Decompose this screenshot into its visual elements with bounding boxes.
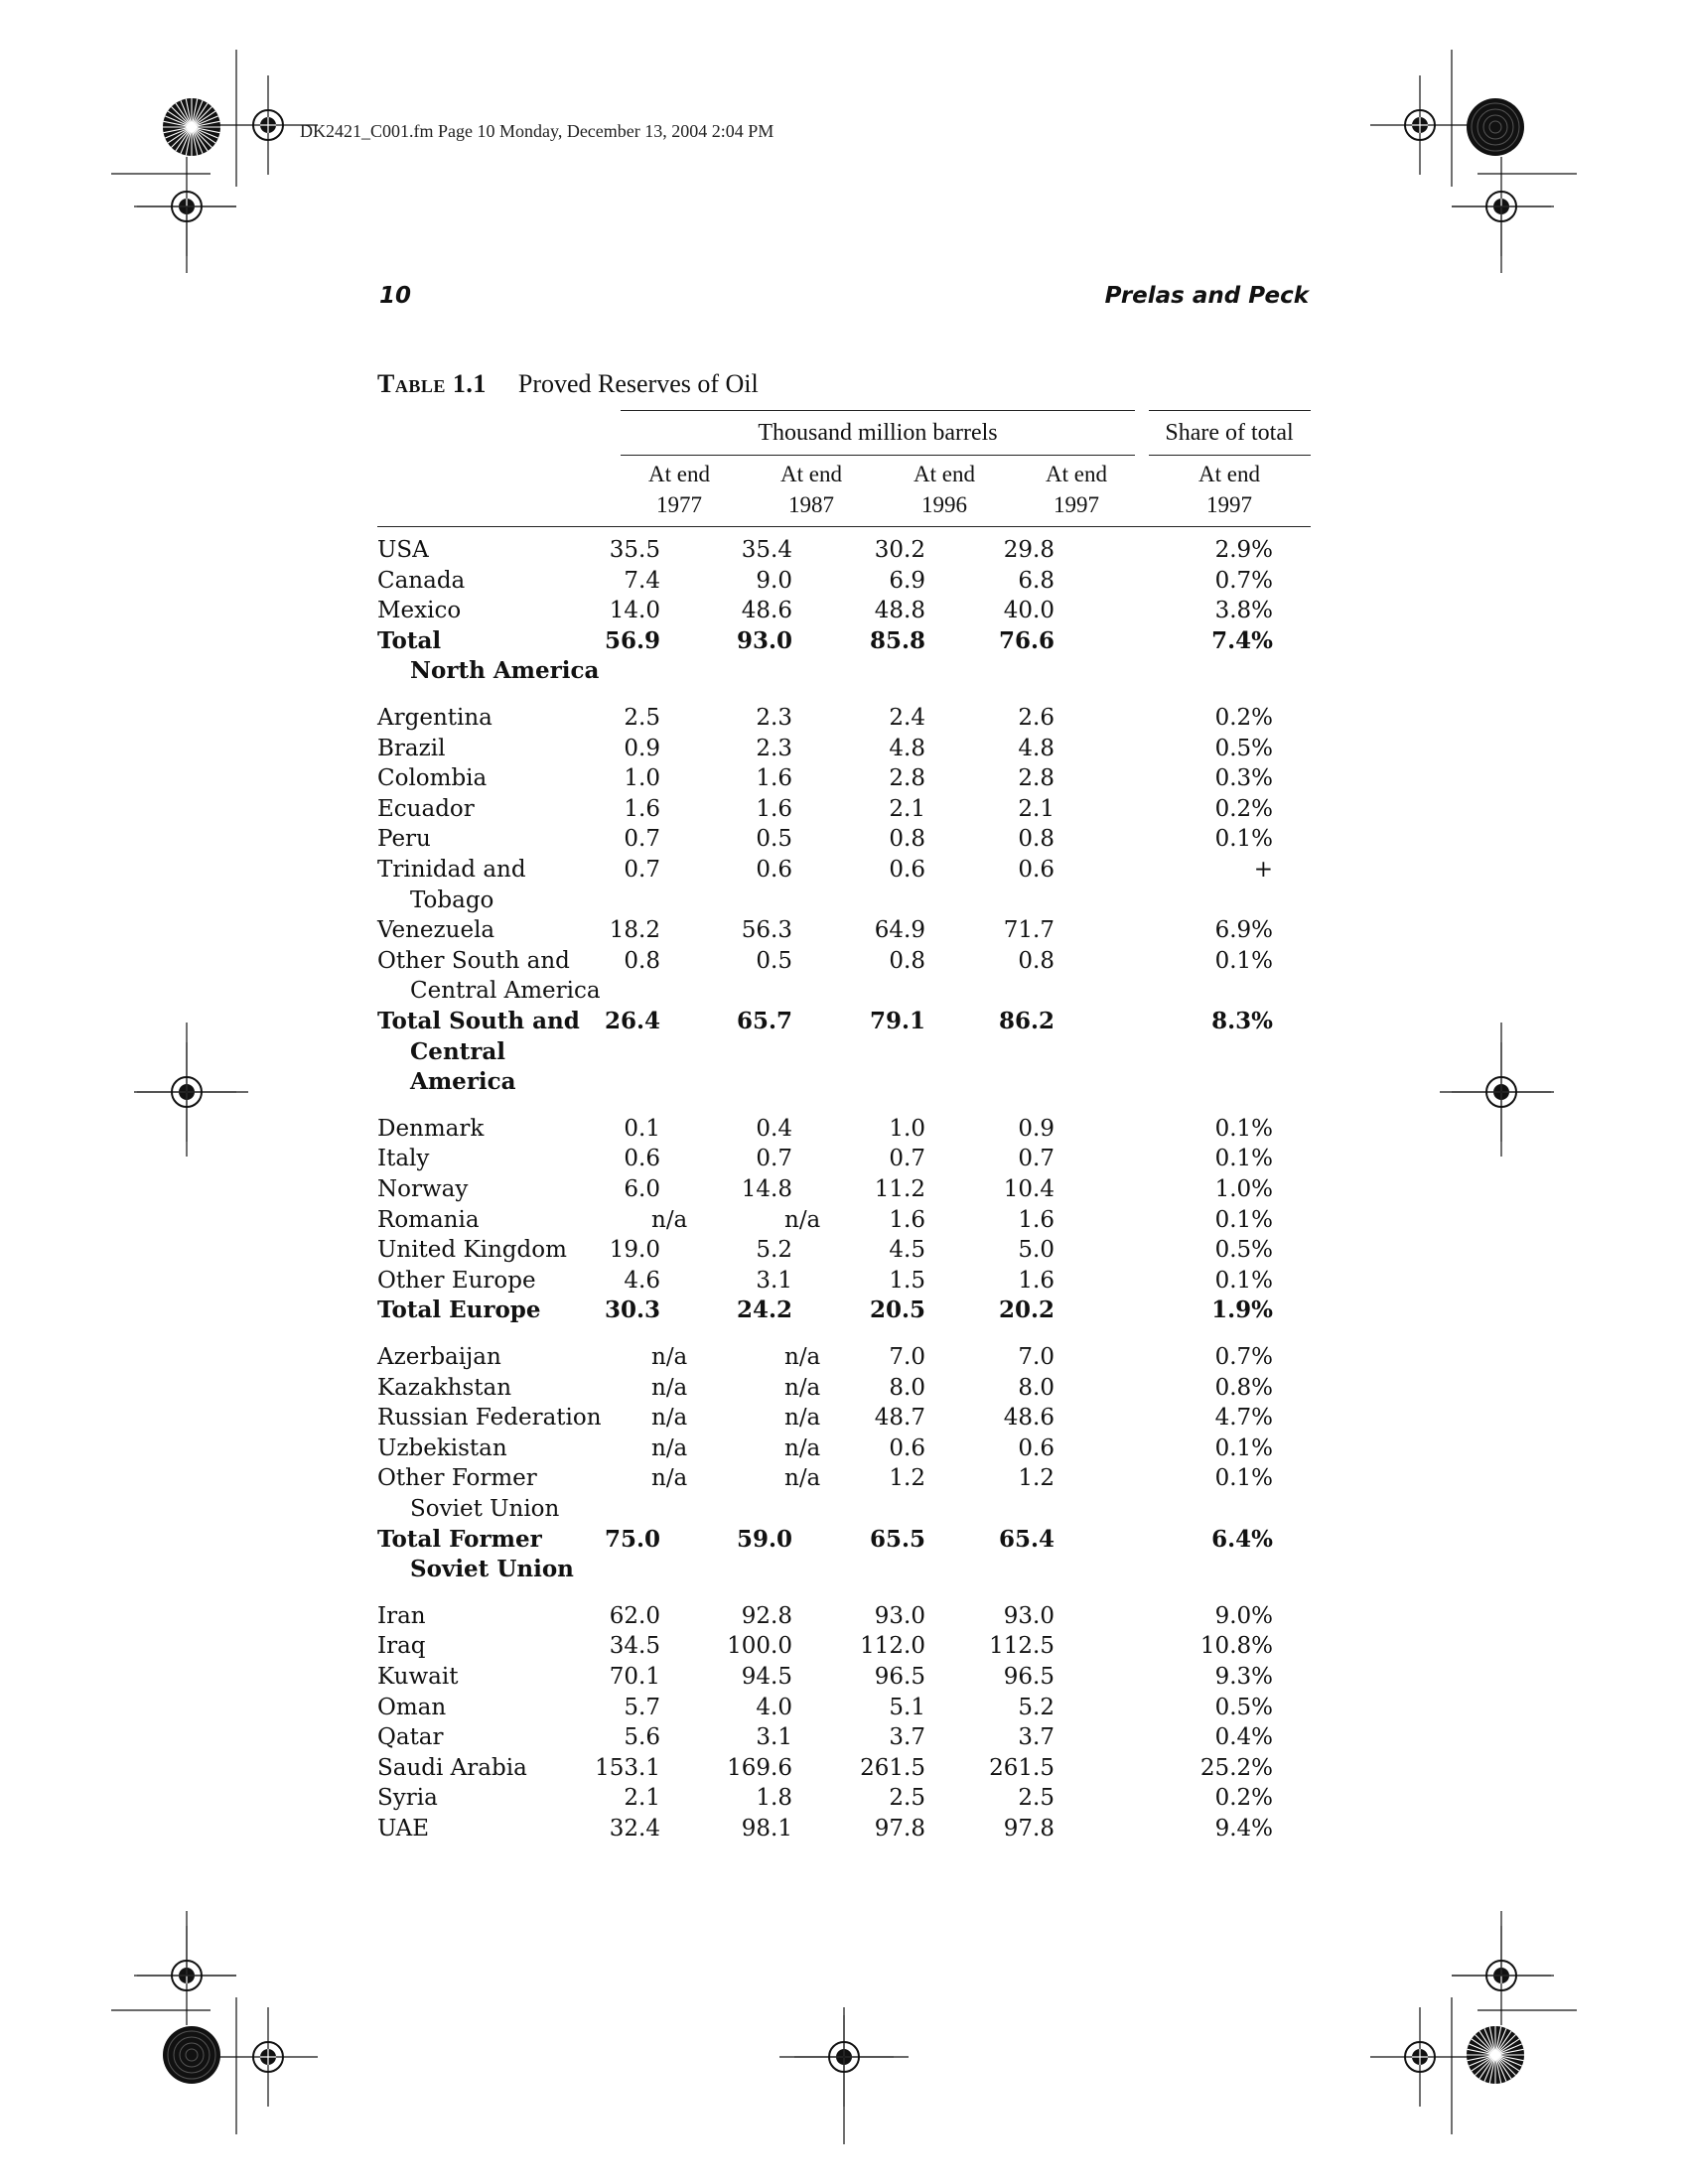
row-label (377, 915, 621, 946)
cell-value: 96.5 (874, 1664, 925, 1690)
cell-value: 6.4% (1211, 1525, 1273, 1553)
row-label (377, 1235, 621, 1266)
cell-value: 0.9 (624, 735, 660, 761)
cell-value: 0.1% (1214, 1115, 1273, 1142)
cell-value: 0.5 (756, 826, 792, 853)
cell-value: 29.8 (1003, 537, 1055, 563)
cell-value: 1.0 (624, 765, 660, 792)
cell-value: 2.9% (1214, 537, 1273, 563)
row-label-line: Central (410, 1037, 506, 1065)
cell-value: 26.4 (604, 1008, 660, 1034)
row-label-line: Russian Federation (377, 1405, 602, 1432)
cell-value: 5.1 (889, 1694, 925, 1720)
row-label-line: USA (377, 537, 429, 563)
cell-value: 0.6 (1018, 1434, 1055, 1461)
cell-value: 7.4 (624, 567, 660, 594)
group-header-share: Share of total (1165, 420, 1294, 446)
row-label-line: Denmark (377, 1115, 485, 1142)
cell-value: 10.4 (1003, 1176, 1055, 1202)
cell-value: 48.6 (741, 598, 792, 624)
row-label (377, 1373, 621, 1404)
cell-value: 0.4 (756, 1115, 792, 1142)
table-label: Table 1.1 (377, 369, 487, 398)
row-label (377, 1814, 621, 1844)
row-label-line: Mexico (377, 598, 462, 624)
row-label-line: Venezuela (377, 917, 495, 944)
row-label (377, 1144, 621, 1174)
cell-value: 4.0 (756, 1694, 792, 1720)
cell-value: 32.4 (609, 1816, 660, 1842)
cell-value: 35.4 (741, 537, 792, 563)
cell-value: 6.9 (889, 567, 925, 594)
cell-value: 40.0 (1003, 598, 1055, 624)
cell-value: 64.9 (874, 917, 925, 944)
cell-value: 65.7 (736, 1008, 792, 1034)
cell-value: 93.0 (736, 626, 792, 654)
cell-value: 93.0 (1003, 1602, 1055, 1629)
cell-value: 3.7 (889, 1724, 925, 1751)
row-label (377, 1662, 621, 1693)
table-title: Proved Reserves of Oil (517, 369, 759, 398)
cell-value: + (1253, 857, 1273, 883)
cell-value: 0.7 (624, 857, 660, 883)
column-header: At end 1997 (1198, 462, 1260, 517)
row-label-line: Total (377, 626, 442, 654)
cell-value: 0.1% (1214, 1206, 1273, 1233)
cell-value: 97.8 (874, 1816, 925, 1842)
row-label (377, 1205, 621, 1236)
cell-value: 10.8% (1199, 1633, 1273, 1660)
row-label-line: Oman (377, 1694, 447, 1720)
cell-value: n/a (784, 1465, 821, 1492)
cell-value: 2.1 (624, 1785, 660, 1812)
row-label (377, 763, 621, 794)
row-label-line: Other South and (377, 947, 570, 974)
table-caption (377, 369, 759, 399)
cell-value: 62.0 (609, 1602, 660, 1629)
cell-value: 0.2% (1214, 705, 1273, 731)
row-label (377, 1525, 621, 1585)
cell-value: 76.6 (998, 626, 1055, 654)
row-label (377, 535, 621, 566)
cell-value: 1.2 (889, 1465, 925, 1492)
cell-value: 0.7 (1018, 1146, 1055, 1172)
row-label (377, 946, 621, 1007)
cell-value: 0.7 (889, 1146, 925, 1172)
cell-value: 70.1 (609, 1664, 660, 1690)
row-label-line: Total Europe (377, 1297, 541, 1324)
cell-value: 7.4% (1211, 626, 1273, 654)
row-label-line: Peru (377, 826, 431, 853)
cell-value: 4.5 (889, 1237, 925, 1264)
row-label-line: Kazakhstan (377, 1374, 512, 1401)
file-slug: DK2421_C001.fm Page 10 Monday, December 13, 2004 2:04 PM (300, 121, 774, 141)
cell-value: 2.1 (1018, 795, 1055, 822)
cell-value: 0.7 (624, 826, 660, 853)
cell-value: 0.6 (624, 1146, 660, 1172)
cell-value: 4.8 (1018, 735, 1055, 761)
cell-value: 3.1 (756, 1267, 792, 1294)
column-header: At end 1996 (914, 462, 975, 517)
cell-value: 4.8 (889, 735, 925, 761)
cell-value: n/a (651, 1374, 688, 1401)
cell-value: 7.0 (889, 1344, 925, 1370)
cell-value: 0.8 (1018, 826, 1055, 853)
cell-value: n/a (784, 1206, 821, 1233)
row-label (377, 1463, 621, 1524)
cell-value: 0.2% (1214, 795, 1273, 822)
cell-value: 94.5 (741, 1664, 792, 1690)
cell-value: 9.0 (756, 567, 792, 594)
cell-value: 6.9% (1214, 917, 1273, 944)
cell-value: 2.5 (624, 705, 660, 731)
cell-value: 2.8 (1018, 765, 1055, 792)
row-label-line: United Kingdom (377, 1237, 567, 1264)
cell-value: 5.2 (756, 1237, 792, 1264)
row-label (377, 1753, 621, 1784)
row-label-line: Uzbekistan (377, 1434, 507, 1461)
cell-value: 5.7 (624, 1694, 660, 1720)
cell-value: 98.1 (741, 1816, 792, 1842)
row-label-line: UAE (377, 1816, 430, 1842)
cell-value: 3.1 (756, 1724, 792, 1751)
row-label (377, 1722, 621, 1753)
cell-value: n/a (784, 1434, 821, 1461)
cell-value: 0.5% (1214, 1237, 1273, 1264)
cell-value: 8.0 (1018, 1374, 1055, 1401)
row-label (377, 794, 621, 825)
row-label-line: Saudi Arabia (377, 1754, 527, 1781)
cell-value: 0.4% (1214, 1724, 1273, 1751)
cell-value: 0.5 (756, 947, 792, 974)
cell-value: 0.6 (889, 857, 925, 883)
cell-value: 8.0 (889, 1374, 925, 1401)
cell-value: 0.7% (1214, 567, 1273, 594)
cell-value: n/a (651, 1405, 688, 1432)
page-number: 10 (379, 283, 412, 309)
row-label-line: Trinidad and (377, 857, 526, 883)
cell-value: 14.8 (741, 1176, 792, 1202)
cell-value: 2.4 (889, 705, 925, 731)
row-label (377, 1433, 621, 1464)
share-top-rule (1149, 410, 1311, 411)
row-label (377, 1296, 621, 1326)
row-label-line: Canada (377, 567, 466, 594)
cell-value: 30.3 (604, 1297, 660, 1324)
cell-value: 7.0 (1018, 1344, 1055, 1370)
cell-value: 1.9% (1211, 1297, 1273, 1324)
cell-value: 3.8% (1214, 598, 1273, 624)
cell-value: 1.6 (1018, 1206, 1055, 1233)
cell-value: 4.6 (624, 1267, 660, 1294)
row-label (377, 1693, 621, 1723)
cell-value: 1.6 (1018, 1267, 1055, 1294)
cell-value: 1.5 (889, 1267, 925, 1294)
cell-value: 85.8 (869, 626, 925, 654)
cell-value: 65.4 (998, 1525, 1055, 1553)
header-bottom-rule (377, 526, 1311, 527)
running-head: Prelas and Peck (1104, 283, 1309, 309)
cell-value: 0.1% (1214, 1434, 1273, 1461)
cell-value: 97.8 (1003, 1816, 1055, 1842)
row-label-line: Central America (410, 978, 601, 1005)
cell-value: 24.2 (736, 1297, 792, 1324)
cell-value: 2.3 (756, 705, 792, 731)
cell-value: 0.8 (624, 947, 660, 974)
cell-value: 2.3 (756, 735, 792, 761)
cell-value: 0.1% (1214, 1267, 1273, 1294)
cell-value: 0.7% (1214, 1344, 1273, 1370)
cell-value: 20.5 (869, 1297, 925, 1324)
cell-value: 0.6 (756, 857, 792, 883)
cell-value: 2.6 (1018, 705, 1055, 731)
row-label (377, 1783, 621, 1814)
cell-value: 93.0 (874, 1602, 925, 1629)
cell-value: 9.4% (1214, 1816, 1273, 1842)
cell-value: 0.1% (1214, 947, 1273, 974)
cell-value: 86.2 (998, 1008, 1055, 1034)
row-label-line: Soviet Union (410, 1495, 560, 1522)
row-label (377, 1174, 621, 1205)
cell-value: 112.5 (989, 1633, 1055, 1660)
row-label-line: Iran (377, 1602, 426, 1629)
cell-value: 1.6 (756, 765, 792, 792)
cell-value: 9.3% (1214, 1664, 1273, 1690)
cell-value: 1.6 (889, 1206, 925, 1233)
row-label (377, 1403, 621, 1433)
cell-value: 48.7 (874, 1405, 925, 1432)
row-label-line: Other Former (377, 1465, 537, 1492)
row-label (377, 626, 621, 687)
row-label-line: Norway (377, 1176, 469, 1202)
cell-value: 6.8 (1018, 567, 1055, 594)
row-label (377, 1601, 621, 1632)
cell-value: 0.5% (1214, 1694, 1273, 1720)
column-header: At end 1977 (648, 462, 710, 517)
row-label-line: Total Former (377, 1525, 542, 1553)
cell-value: 65.5 (869, 1525, 925, 1553)
cell-value: 59.0 (736, 1525, 792, 1553)
group-rule-barrels (621, 455, 1135, 456)
group-rule-share (1149, 455, 1311, 456)
cell-value: 1.8 (756, 1785, 792, 1812)
cell-value: n/a (651, 1344, 688, 1370)
cell-value: 2.1 (889, 795, 925, 822)
cell-value: 19.0 (609, 1237, 660, 1264)
cell-value: 0.3% (1214, 765, 1273, 792)
row-label-line: Iraq (377, 1633, 426, 1660)
cell-value: 96.5 (1003, 1664, 1055, 1690)
row-label-line: Qatar (377, 1724, 444, 1751)
cell-value: 1.6 (624, 795, 660, 822)
cell-value: 35.5 (609, 537, 660, 563)
row-label-line: Total South and (377, 1008, 580, 1034)
cell-value: n/a (651, 1465, 688, 1492)
group-header-barrels: Thousand million barrels (758, 420, 998, 446)
cell-value: 5.6 (624, 1724, 660, 1751)
row-label-line: Tobago (410, 887, 494, 913)
cell-value: 0.1% (1214, 1465, 1273, 1492)
row-label (377, 1342, 621, 1373)
cell-value: n/a (784, 1405, 821, 1432)
cell-value: 5.2 (1018, 1694, 1055, 1720)
row-label-line: Ecuador (377, 795, 475, 822)
column-header: At end 1997 (1046, 462, 1107, 517)
cell-value: 0.8 (889, 947, 925, 974)
cell-value: 20.2 (998, 1297, 1055, 1324)
row-label (377, 703, 621, 734)
row-label (377, 734, 621, 764)
cell-value: 0.6 (889, 1434, 925, 1461)
cell-value: 169.6 (727, 1754, 792, 1781)
cell-value: 8.3% (1211, 1008, 1273, 1034)
cell-value: 2.5 (1018, 1785, 1055, 1812)
cell-value: 0.8 (1018, 947, 1055, 974)
cell-value: 1.6 (756, 795, 792, 822)
cell-value: 11.2 (874, 1176, 925, 1202)
cell-value: 56.3 (741, 917, 792, 944)
row-label (377, 1266, 621, 1297)
cell-value: n/a (651, 1434, 688, 1461)
cell-value: 100.0 (727, 1633, 792, 1660)
cell-value: 0.1% (1214, 826, 1273, 853)
cell-value: n/a (784, 1374, 821, 1401)
cell-value: 75.0 (604, 1525, 660, 1553)
row-label-line: Other Europe (377, 1267, 536, 1294)
cell-value: 2.8 (889, 765, 925, 792)
row-label (377, 566, 621, 597)
row-label (377, 824, 621, 855)
cell-value: n/a (651, 1206, 688, 1233)
cell-value: 79.1 (869, 1008, 925, 1034)
cell-value: 9.0% (1214, 1602, 1273, 1629)
row-label-line: America (410, 1068, 516, 1096)
row-label-line: Azerbaijan (377, 1344, 501, 1370)
row-label (377, 1007, 621, 1098)
row-label-line: Colombia (377, 765, 488, 792)
cell-value: 0.5% (1214, 735, 1273, 761)
cell-value: 48.8 (874, 598, 925, 624)
cell-value: 1.2 (1018, 1465, 1055, 1492)
cell-value: 261.5 (989, 1754, 1055, 1781)
row-label-line: Kuwait (377, 1664, 459, 1690)
cell-value: 0.9 (1018, 1115, 1055, 1142)
cell-value: 71.7 (1003, 917, 1055, 944)
cell-value: 153.1 (595, 1754, 660, 1781)
row-label-line: Argentina (377, 705, 492, 731)
cell-value: 0.1% (1214, 1146, 1273, 1172)
cell-value: 2.5 (889, 1785, 925, 1812)
cell-value: 6.0 (624, 1176, 660, 1202)
row-label-line: North America (410, 657, 600, 685)
table-top-rule (621, 410, 1135, 411)
cell-value: 0.8 (889, 826, 925, 853)
row-label (377, 596, 621, 626)
row-label-line: Brazil (377, 735, 446, 761)
column-header: At end 1987 (780, 462, 842, 517)
cell-value: 18.2 (609, 917, 660, 944)
cell-value: 1.0 (889, 1115, 925, 1142)
cell-value: 0.1 (624, 1115, 660, 1142)
cell-value: 1.0% (1214, 1176, 1273, 1202)
cell-value: 261.5 (860, 1754, 925, 1781)
cell-value: 0.7 (756, 1146, 792, 1172)
row-label (377, 855, 621, 915)
row-label-line: Soviet Union (410, 1556, 574, 1583)
cell-value: 92.8 (741, 1602, 792, 1629)
cell-value: 112.0 (860, 1633, 925, 1660)
cell-value: 48.6 (1003, 1405, 1055, 1432)
cell-value: n/a (784, 1344, 821, 1370)
cell-value: 0.8% (1214, 1374, 1273, 1401)
row-label-line: Romania (377, 1206, 480, 1233)
row-label (377, 1631, 621, 1662)
row-label-line: Syria (377, 1785, 438, 1812)
cell-value: 30.2 (874, 537, 925, 563)
cell-value: 14.0 (609, 598, 660, 624)
cell-value: 5.0 (1018, 1237, 1055, 1264)
cell-value: 34.5 (609, 1633, 660, 1660)
cell-value: 4.7% (1214, 1405, 1273, 1432)
cell-value: 56.9 (604, 626, 660, 654)
cell-value: 3.7 (1018, 1724, 1055, 1751)
cell-value: 0.2% (1214, 1785, 1273, 1812)
cell-value: 0.6 (1018, 857, 1055, 883)
row-label-line: Italy (377, 1146, 430, 1172)
cell-value: 25.2% (1199, 1754, 1273, 1781)
row-label (377, 1114, 621, 1145)
